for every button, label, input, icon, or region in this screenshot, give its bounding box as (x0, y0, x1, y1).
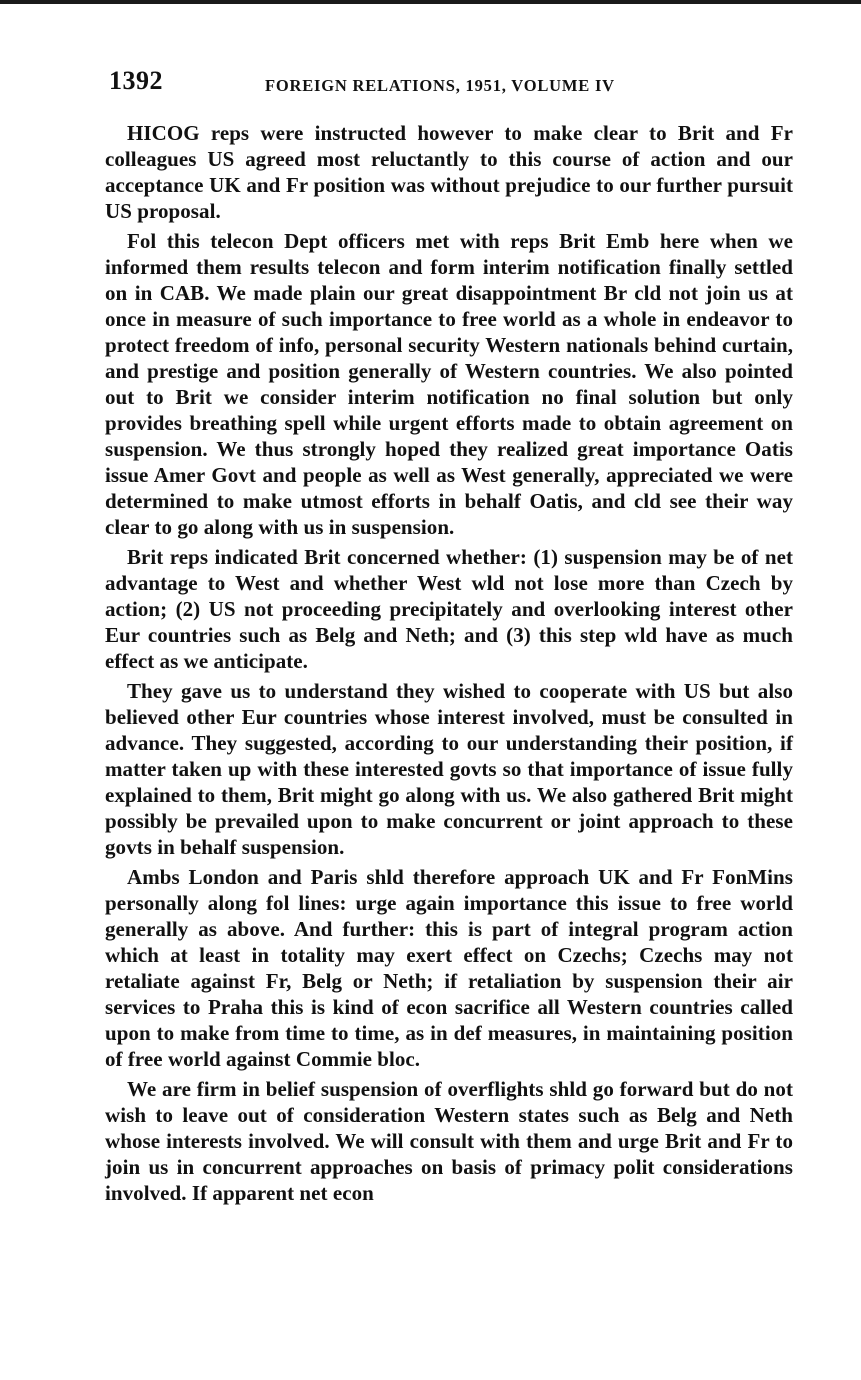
paragraph-brit-emb-meeting: Fol this telecon Dept officers met with reps Brit Emb here when we informed them results telecon and form interim notification finally settled on in CAB. We made plain our great disappointment Br cld not join us at once in measure of such importance to free world as a whole in endeavor to protect freedom of info, personal security Western nationals behind curtain, and prestige and position generally of Western countries. We also pointed out to Brit we consider interim notification no final solution but only provides breathing spell while urgent efforts made to obtain agreement on suspension. We thus strongly hoped they realized great importance Oatis issue Amer Govt and people as well as West generally, appreciated we were determined to make utmost efforts in behalf Oatis, and cld see their way clear to go along with us in suspension. (105, 229, 793, 539)
running-header (105, 66, 793, 106)
top-page-edge (0, 0, 861, 4)
document-page (105, 66, 793, 1210)
body-text (105, 120, 793, 1206)
paragraph-overflights: We are firm in belief suspension of overflights shld go forward but do not wish to leave out of consideration Western states such as Belg and Neth whose interests involved. We will consult with them and urge Brit and Fr to join us in concurrent approaches on basis of primacy polit considerations involved. If apparent net econ (105, 1077, 793, 1205)
running-title: FOREIGN RELATIONS, 1951, VOLUME IV (265, 76, 615, 95)
paragraph-hicog-instructions: HICOG reps were instructed however to make clear to Brit and Fr colleagues US agreed most reluctantly to this course of action and our acceptance UK and Fr position was without prejudice to our further pursuit US proposal. (105, 121, 793, 223)
paragraph-cooperation: They gave us to understand they wished to cooperate with US but also believed other Eur countries whose interest involved, must be consulted in advance. They suggested, according to our understanding their position, if matter taken up with these interested govts so that importance of issue fully explained to them, Brit might go along with us. We also gathered Brit might possibly be prevailed upon to make concurrent or joint approach to these govts in behalf suspension. (105, 679, 793, 859)
paragraph-ambs-approach: Ambs London and Paris shld therefore approach UK and Fr FonMins personally along fol lines: urge again importance this issue to free world generally as above. And further: this is part of integral program action which at least in totality may exert effect on Czechs; Czechs may not retaliate against Fr, Belg or Neth; if retaliation by suspension their air services to Praha this is kind of econ sacrifice all Western countries called upon to make from time to time, as in def measures, in maintaining position of free world against Commie bloc. (105, 865, 793, 1071)
page-number: 1392 (109, 66, 163, 95)
paragraph-brit-concerns: Brit reps indicated Brit concerned whether: (1) suspension may be of net advantage to West and whether West wld not lose more than Czech by action; (2) US not proceeding precipitately and overlooking interest other Eur countries such as Belg and Neth; and (3) this step wld have as much effect as we anticipate. (105, 545, 793, 673)
